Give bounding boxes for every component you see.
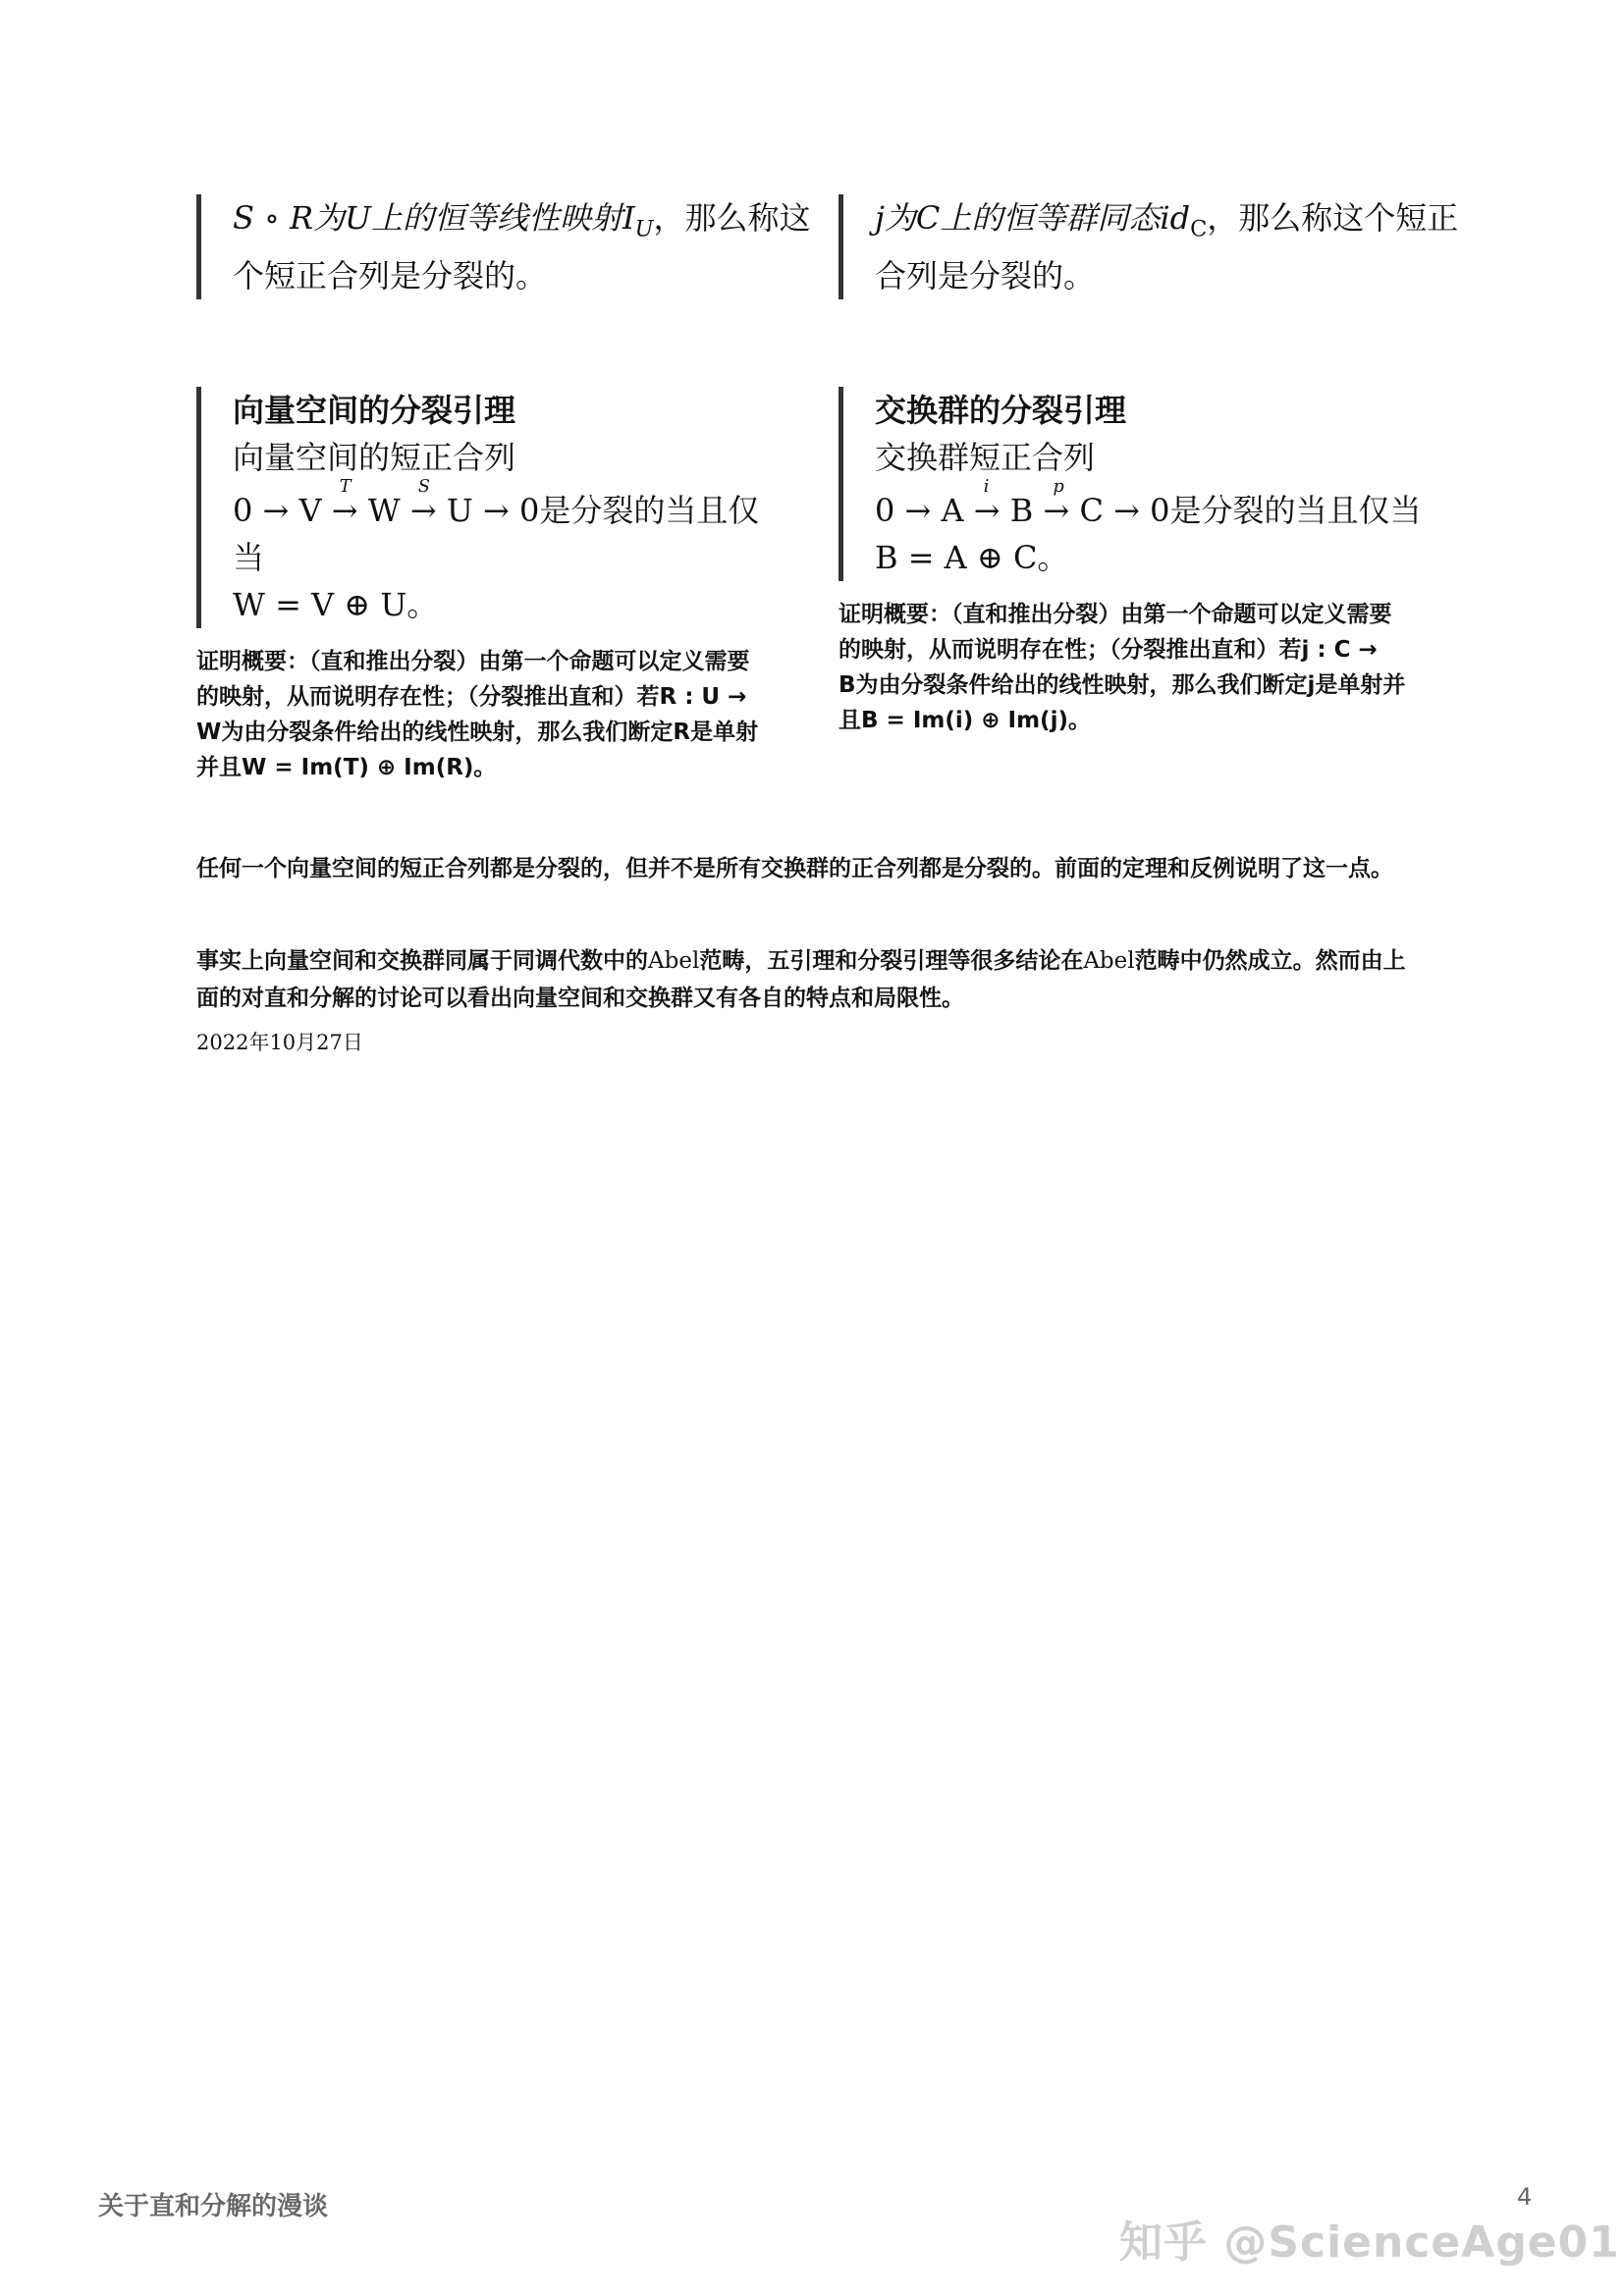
arrow-t: T → (331, 477, 358, 529)
lemma-line-1: 向量空间的短正合列 (233, 439, 516, 476)
arrow-i: i → (973, 477, 1001, 529)
paragraph-split-remark: 任何一个向量空间的短正合列都是分裂的，但并不是所有交换群的正合列都是分裂的。前面的定理和反例说明了这一点。 (196, 856, 1393, 881)
arrow-s: S → (409, 477, 437, 529)
lemma-line-3: B = A ⊕ C。 (875, 539, 1069, 576)
proof-sketch-right: 证明概要：（直和推出分裂）由第一个命题可以定义需要 的映射，从而说明存在性；（分裂推出直和）若j : C → B为由分裂条件给出的线性映射，那么我们断定j是单射并 且B = Im(i) ⊕ Im(j)。 (839, 602, 1406, 733)
definition-line-2: 合列是分裂的。 (875, 257, 1096, 295)
page-number: 4 (1517, 2183, 1533, 2211)
lemma-sequence: 0 → V T → W S → U → 0是分裂的当且仅 (233, 487, 822, 534)
lemma-line-1: 交换群短正合列 (875, 439, 1096, 476)
vector-space-splitting-lemma (196, 387, 822, 628)
lemma-line-3: 当 (233, 539, 265, 576)
definition-line-1: j为C上的恒等群同态$id_C$，那么称这个短正 (875, 199, 1459, 242)
lemma-title: 向量空间的分裂引理 (233, 392, 516, 429)
lemma-sequence: 0 → A i → B p → C → 0是分裂的当且仅当 (875, 487, 1484, 534)
definition-line-2: 个短正合列是分裂的。 (233, 257, 548, 295)
proof-sketch-left: 证明概要：（直和推出分裂）由第一个命题可以定义需要 的映射，从而说明存在性；（分裂推出直和）若R : U → W为由分裂条件给出的线性映射，那么我们断定R是单射 并且W = Im(T) ⊕ Im(R)。 (196, 649, 759, 780)
split-definition-vector-block (196, 194, 822, 299)
lemma-title: 交换群的分裂引理 (875, 392, 1127, 429)
footer-title: 关于直和分解的漫谈 (98, 2192, 329, 2221)
split-definition-group-block (839, 194, 1484, 299)
arrow-p: p → (1043, 477, 1070, 529)
watermark: 知乎 @ScienceAge01 (1119, 2217, 1620, 2268)
abelian-group-splitting-lemma (839, 387, 1484, 581)
lemma-line-4: W = V ⊕ U。 (233, 586, 439, 623)
paragraph-abelian-category: 事实上向量空间和交换群同属于同调代数中的Abel范畴，五引理和分裂引理等很多结论在Abel范畴中仍然成立。然而由上 面的对直和分解的讨论可以看出向量空间和交换群又有各自的特点和局限性。 (196, 948, 1406, 1011)
document-date: 2022年10月27日 (196, 1031, 363, 1054)
definition-line-1: S ∘ R为U上的恒等线性映射$I_U$，那么称这 (233, 199, 811, 242)
